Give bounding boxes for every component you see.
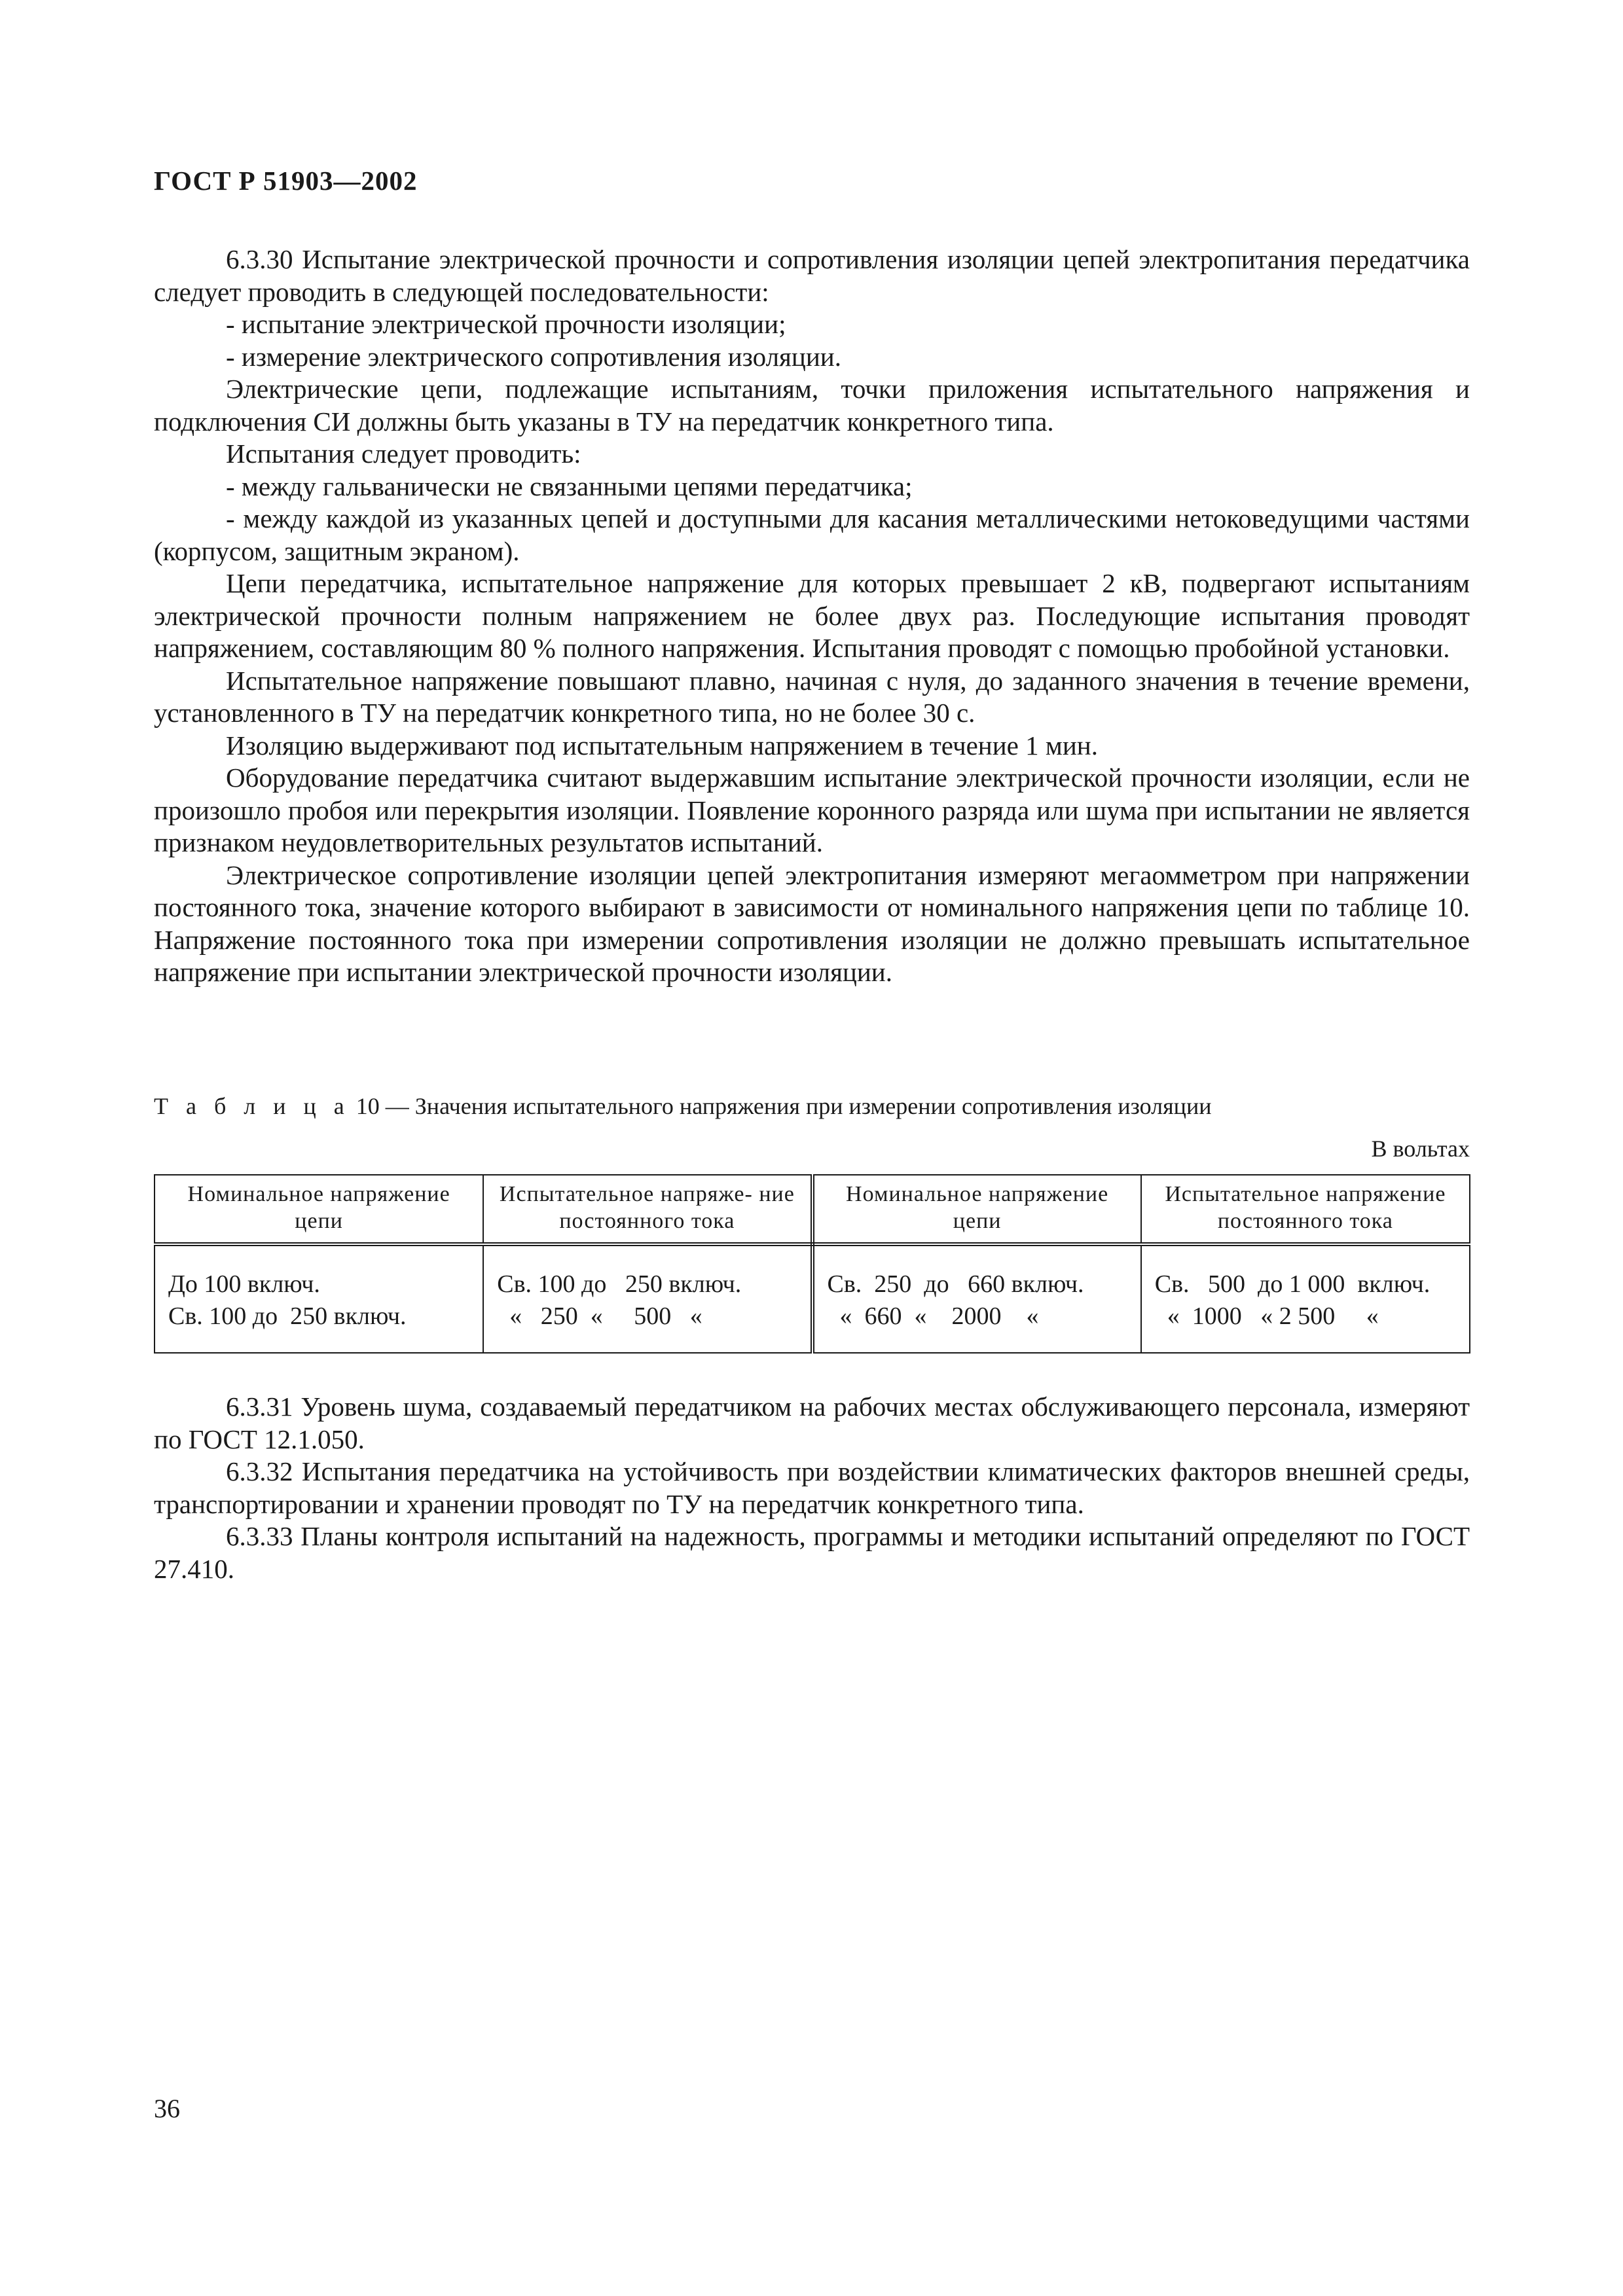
paragraph: Оборудование передатчика считают выдержавшим испытание электрической прочности изоляции, если не произошло пробоя или перекрытия изоляции. Появление коронного разряда или шума при испытании не является признаком неудовлетворительных результатов испытаний. xyxy=(154,762,1470,857)
header-line: ние постоянного тока xyxy=(559,1182,795,1233)
table-header-cell xyxy=(812,1175,1141,1244)
header-line: цепи xyxy=(295,1209,343,1233)
cell-line: Св. 500 до 1 000 включ. xyxy=(1154,1270,1431,1298)
header-line: цепи xyxy=(953,1209,1002,1233)
table-caption xyxy=(154,1092,1470,1121)
list-item: - между каждой из указанных цепей и доступными для касания металлическими нетоковедущими частями (корпусом, защитным экраном). xyxy=(154,503,1470,566)
table-header-cell xyxy=(483,1175,812,1244)
paragraph: Цепи передатчика, испытательное напряжение для которых превышает 2 кВ, подвергают испытаниям электрической прочности полным напряжением не более двух раз. Последующие испытания проводят напряжением, составляющим 80 % полного напряжения. Испытания проводят с помощью пробойной установки. xyxy=(154,568,1470,663)
paragraph: Изоляцию выдерживают под испытательным напряжением в течение 1 мин. xyxy=(226,730,1098,761)
paragraph: 6.3.33 Планы контроля испытаний на надежность, программы и методики испытаний определяют по ГОСТ 27.410. xyxy=(154,1521,1470,1584)
table-header-row xyxy=(155,1175,1470,1244)
table-cell xyxy=(1141,1244,1470,1353)
paragraph: Испытания следует проводить: xyxy=(226,439,581,469)
table-cell xyxy=(812,1244,1141,1353)
table-units: В вольтах xyxy=(1371,1136,1470,1162)
cell-line: « 1000 « 2 500 « xyxy=(1154,1302,1379,1330)
page-number: 36 xyxy=(154,2094,180,2123)
header-line: Номинальное напряжение xyxy=(846,1182,1109,1206)
table-header-cell xyxy=(155,1175,483,1244)
header-line: Испытательное напряжение xyxy=(1165,1182,1446,1206)
list-item: - между гальванически не связанными цепями передатчика; xyxy=(226,471,913,501)
list-item: - испытание электрической прочности изоляции; xyxy=(226,309,786,339)
list-item: - измерение электрического сопротивления изоляции. xyxy=(226,341,841,372)
table-caption-label: Т а б л и ц а xyxy=(154,1093,350,1119)
cell-line: « 250 « 500 « xyxy=(497,1302,702,1330)
table-cell xyxy=(155,1244,483,1353)
voltage-table xyxy=(154,1174,1470,1354)
paragraph: Испытательное напряжение повышают плавно, начиная с нуля, до заданного значения в течение времени, установленного в ТУ на передатчик конкретного типа, но не более 30 с. xyxy=(154,665,1470,728)
body-text-after-table xyxy=(154,1391,1470,1585)
cell-line: Св. 100 до 250 включ. xyxy=(168,1302,407,1330)
cell-line: « 660 « 2000 « xyxy=(827,1302,1039,1330)
header-line: Номинальное напряжение xyxy=(187,1182,450,1206)
table-caption-text: 10 — Значения испытательного напряжения при измерении сопротивления изоляции xyxy=(350,1093,1212,1119)
paragraph: 6.3.30 Испытание электрической прочности и сопротивления изоляции цепей электропитания передатчика следует проводить в следующей последовательности: xyxy=(154,244,1470,307)
cell-line: До 100 включ. xyxy=(168,1270,320,1298)
paragraph: 6.3.31 Уровень шума, создаваемый передатчиком на рабочих местах обслуживающего персонала, измеряют по ГОСТ 12.1.050. xyxy=(154,1391,1470,1454)
paragraph: Электрические цепи, подлежащие испытаниям, точки приложения испытательного напряжения и подключения СИ должны быть указаны в ТУ на передатчик конкретного типа. xyxy=(154,374,1470,437)
table-header-cell xyxy=(1141,1175,1470,1244)
document-header: ГОСТ Р 51903—2002 xyxy=(154,166,418,196)
cell-line: Св. 250 до 660 включ. xyxy=(827,1270,1084,1298)
header-line: Испытательное напряже- xyxy=(499,1182,753,1206)
cell-line: Св. 100 до 250 включ. xyxy=(497,1270,742,1298)
paragraph: 6.3.32 Испытания передатчика на устойчивость при воздействии климатических факторов внешней среды, транспортировании и хранении проводят по ТУ на передатчик конкретного типа. xyxy=(154,1456,1470,1519)
table-row xyxy=(155,1244,1470,1353)
body-text xyxy=(154,243,1470,989)
header-line: постоянного тока xyxy=(1217,1209,1393,1233)
paragraph: Электрическое сопротивление изоляции цепей электропитания измеряют мегаомметром при напряжении постоянного тока, значение которого выбирают в зависимости от номинального напряжения цепи по таблице 10. Напряжение постоянного тока при измерении сопротивления изоляции не должно превышать испытательное напряжение при испытании электрической прочности изоляции. xyxy=(154,859,1470,987)
table-cell xyxy=(483,1244,812,1353)
